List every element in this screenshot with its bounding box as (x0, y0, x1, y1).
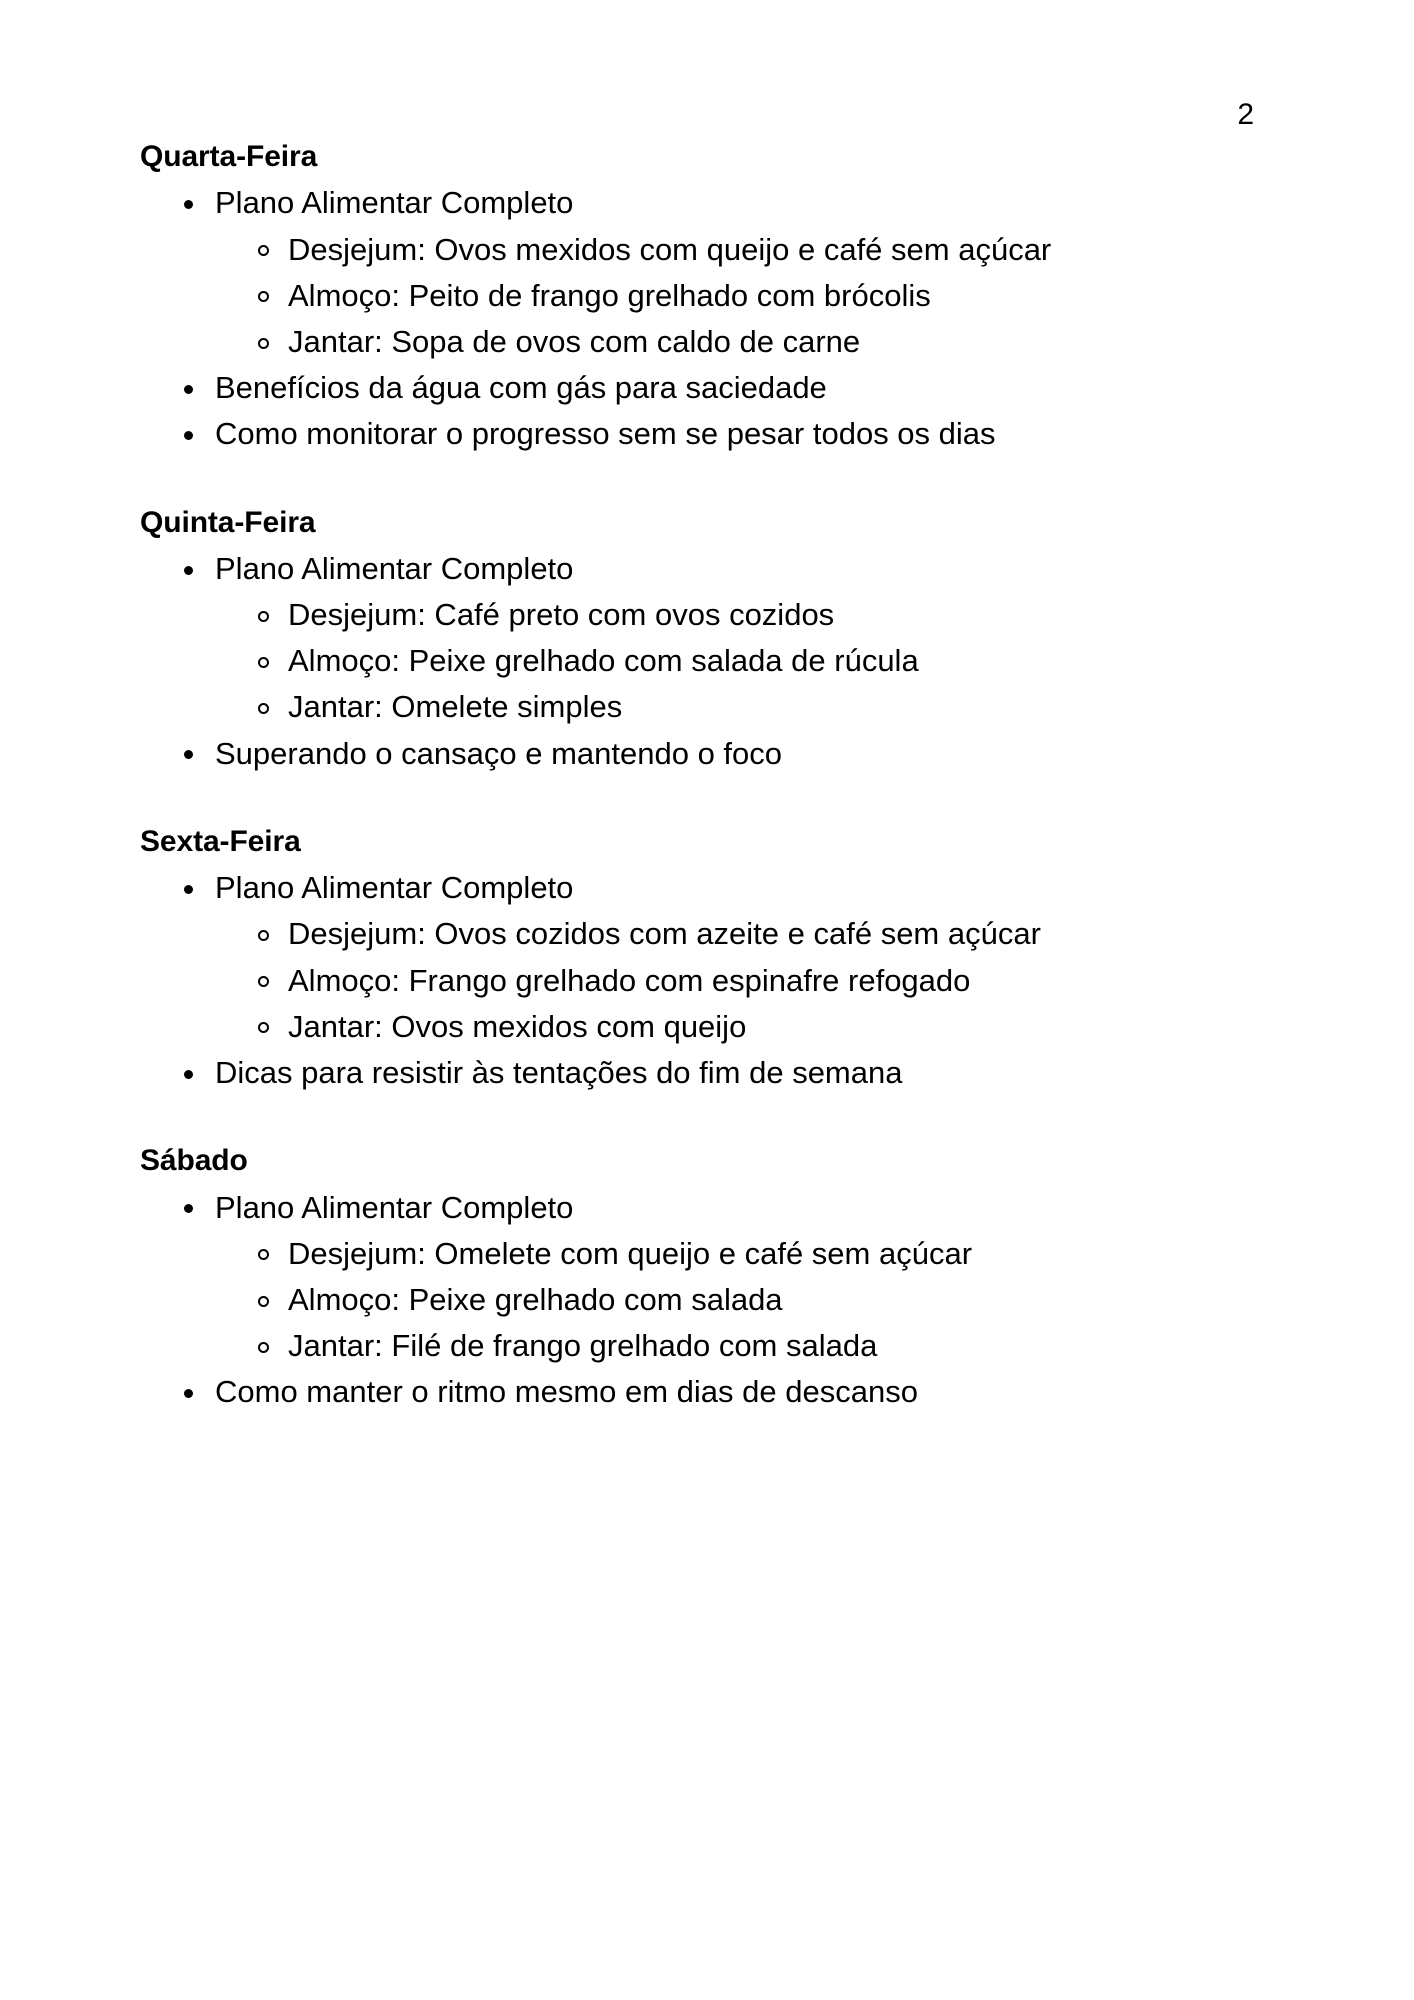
list-item (140, 1369, 1304, 1415)
day-section (140, 138, 1304, 458)
list-item (140, 365, 1304, 411)
list-item (140, 546, 1304, 731)
disc-bullet-icon (184, 1389, 193, 1398)
meal-list-item (215, 638, 1304, 684)
circle-bullet-icon (258, 976, 269, 987)
meal-list-item-label: Desjejum: Ovos cozidos com azeite e café sem açúcar (288, 916, 1041, 952)
meal-list (215, 592, 1304, 731)
meal-list-item-label: Jantar: Filé de frango grelhado com salada (288, 1328, 878, 1364)
list-item (140, 180, 1304, 365)
disc-bullet-icon (184, 566, 193, 575)
circle-bullet-icon (258, 1342, 269, 1353)
list-item-label: Dicas para resistir às tentações do fim de semana (215, 1054, 903, 1090)
disc-bullet-icon (184, 385, 193, 394)
list-item (140, 865, 1304, 1050)
meal-list (215, 911, 1304, 1050)
circle-bullet-icon (258, 245, 269, 256)
meal-list-item (215, 273, 1304, 319)
meal-list-item-label: Desjejum: Café preto com ovos cozidos (288, 597, 835, 633)
topic-list (140, 865, 1304, 1096)
meal-list-item (215, 319, 1304, 365)
list-item-label: Plano Alimentar Completo (215, 870, 574, 906)
circle-bullet-icon (258, 338, 269, 349)
meal-list-item-label: Almoço: Peixe grelhado com salada (288, 1281, 783, 1317)
meal-list-item (215, 227, 1304, 273)
meal-list-item-label: Almoço: Peixe grelhado com salada de rúcula (288, 643, 919, 679)
list-item-label: Plano Alimentar Completo (215, 185, 574, 221)
list-item (140, 1050, 1304, 1096)
meal-list-item-label: Almoço: Frango grelhado com espinafre refogado (288, 962, 971, 998)
meal-list-item (215, 911, 1304, 957)
day-heading: Sábado (140, 1144, 248, 1178)
meal-list-item-label: Desjejum: Ovos mexidos com queijo e café sem açúcar (288, 231, 1052, 267)
list-item (140, 1185, 1304, 1370)
circle-bullet-icon (258, 703, 269, 714)
meal-list-item-label: Jantar: Ovos mexidos com queijo (288, 1008, 747, 1044)
meal-list-item-label: Almoço: Peito de frango grelhado com brócolis (288, 277, 931, 313)
day-heading: Sexta-Feira (140, 824, 301, 858)
list-item-label: Superando o cansaço e mantendo o foco (215, 735, 783, 771)
list-item (140, 411, 1304, 457)
circle-bullet-icon (258, 611, 269, 622)
disc-bullet-icon (184, 750, 193, 759)
list-item-label: Plano Alimentar Completo (215, 1189, 574, 1225)
meal-list-item (215, 592, 1304, 638)
day-heading: Quarta-Feira (140, 140, 318, 173)
list-item-label: Plano Alimentar Completo (215, 550, 574, 586)
meal-list (215, 227, 1304, 366)
circle-bullet-icon (258, 1022, 269, 1033)
day-section (140, 823, 1304, 1096)
disc-bullet-icon (184, 431, 193, 440)
list-item-label: Como manter o ritmo mesmo em dias de descanso (215, 1374, 918, 1410)
circle-bullet-icon (258, 930, 269, 941)
page-number: 2 (1237, 98, 1254, 131)
list-item (140, 731, 1304, 777)
circle-bullet-icon (258, 1249, 269, 1260)
meal-list-item (215, 1323, 1304, 1369)
disc-bullet-icon (184, 885, 193, 894)
day-section (140, 1142, 1304, 1415)
meal-list-item (215, 1231, 1304, 1277)
circle-bullet-icon (258, 657, 269, 668)
meal-list-item (215, 958, 1304, 1004)
meal-list-item (215, 684, 1304, 730)
disc-bullet-icon (184, 1070, 193, 1079)
meal-list-item-label: Jantar: Omelete simples (288, 689, 623, 725)
topic-list (140, 1185, 1304, 1416)
meal-list-item (215, 1277, 1304, 1323)
circle-bullet-icon (258, 291, 269, 302)
meal-list-item-label: Desjejum: Omelete com queijo e café sem açúcar (288, 1235, 973, 1271)
day-heading: Quinta-Feira (140, 505, 316, 539)
meal-list-item (215, 1004, 1304, 1050)
list-item-label: Como monitorar o progresso sem se pesar todos os dias (215, 416, 996, 452)
list-item-label: Benefícios da água com gás para saciedade (215, 370, 827, 406)
document-body (140, 138, 1304, 1416)
meal-list-item-label: Jantar: Sopa de ovos com caldo de carne (288, 323, 861, 359)
topic-list (140, 180, 1304, 457)
meal-list (215, 1231, 1304, 1370)
topic-list (140, 546, 1304, 777)
circle-bullet-icon (258, 1296, 269, 1307)
disc-bullet-icon (184, 200, 193, 209)
day-section (140, 504, 1304, 777)
disc-bullet-icon (184, 1204, 193, 1213)
